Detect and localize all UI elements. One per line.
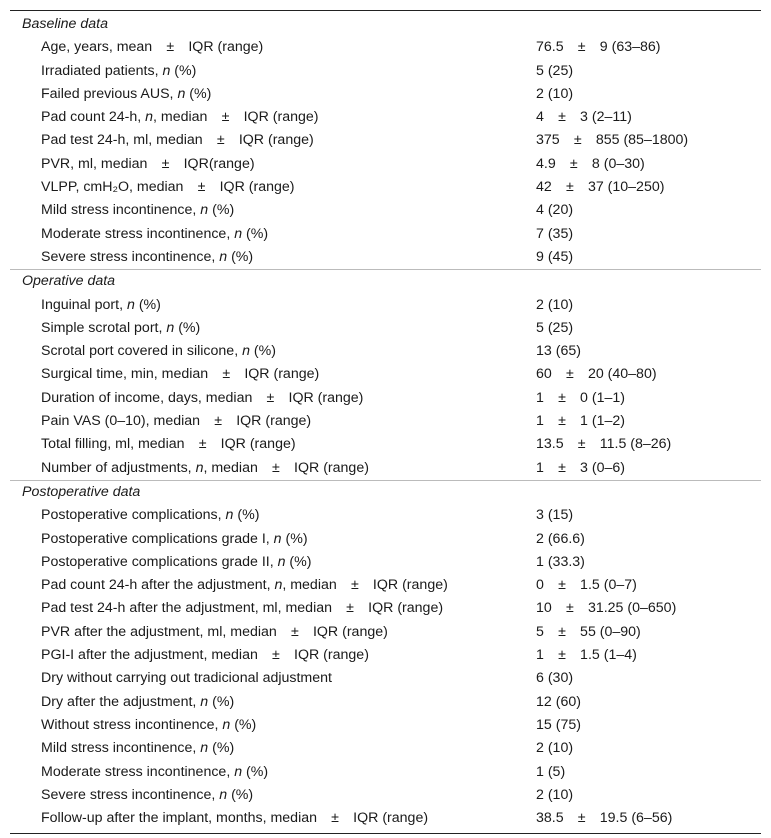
table-row (10, 574, 761, 597)
table-row (10, 340, 761, 363)
row-label: Surgical time, min, median ± IQR (range) (41, 366, 320, 383)
row-label: Duration of income, days, median ± IQR (range) (41, 389, 364, 406)
row-value: 2 (10) (536, 85, 574, 102)
table-row (10, 714, 761, 737)
table-row (10, 504, 761, 527)
table-row (10, 106, 761, 129)
table-row (10, 621, 761, 644)
row-label: Dry without carrying out tradicional adjustment (41, 670, 332, 687)
table-row (10, 410, 761, 433)
table-row (10, 807, 761, 830)
row-value: 5 (25) (536, 62, 574, 79)
table-row (10, 528, 761, 551)
table-row (10, 691, 761, 714)
row-value: 9 (45) (536, 248, 574, 265)
row-label: VLPP, cmH₂O, median ± IQR (range) (41, 179, 295, 196)
table-row (10, 667, 761, 690)
row-value: 10 ± 31.25 (0–650) (536, 600, 677, 617)
data-table (10, 10, 761, 834)
row-label: Postoperative complications grade I, n (%) (41, 530, 308, 547)
row-label: Severe stress incontinence, n (%) (41, 786, 254, 803)
row-value: 1 ± 1 (1–2) (536, 413, 626, 430)
row-value: 12 (60) (536, 693, 581, 710)
row-label: Mild stress incontinence, n (%) (41, 202, 235, 219)
row-label: Irradiated patients, n (%) (41, 62, 197, 79)
table-row (10, 363, 761, 386)
row-value: 15 (75) (536, 716, 581, 733)
row-label: Pad count 24-h, n, median ± IQR (range) (41, 109, 319, 126)
table-row (10, 223, 761, 246)
row-label: Age, years, mean ± IQR (range) (41, 39, 264, 56)
row-label: Dry after the adjustment, n (%) (41, 693, 235, 710)
row-label: Pad count 24-h after the adjustment, n, median ± IQR (range) (41, 577, 448, 594)
table-row (10, 433, 761, 456)
row-value: 4 (20) (536, 202, 574, 219)
row-label: PGI-I after the adjustment, median ± IQR (range) (41, 647, 369, 664)
table-row (10, 597, 761, 620)
row-label: Severe stress incontinence, n (%) (41, 248, 254, 265)
table-row (10, 387, 761, 410)
row-value: 4 ± 3 (2–11) (536, 109, 632, 126)
row-label: Postoperative complications grade II, n (%) (41, 553, 312, 570)
row-label: PVR, ml, median ± IQR(range) (41, 155, 255, 172)
section-header: Operative data (22, 273, 116, 290)
row-value: 13.5 ± 11.5 (8–26) (536, 436, 672, 453)
table-row (10, 294, 761, 317)
table-row (10, 83, 761, 106)
row-value: 42 ± 37 (10–250) (536, 179, 665, 196)
row-label: Mild stress incontinence, n (%) (41, 740, 235, 757)
table-row (10, 246, 761, 269)
row-value: 2 (66.6) (536, 530, 585, 547)
row-label: Failed previous AUS, n (%) (41, 85, 212, 102)
row-value: 2 (10) (536, 786, 574, 803)
row-value: 4.9 ± 8 (0–30) (536, 155, 645, 172)
table-row (10, 551, 761, 574)
row-label: Moderate stress incontinence, n (%) (41, 763, 269, 780)
table-row (10, 176, 761, 199)
row-label: Pad test 24-h after the adjustment, ml, median ± IQR (range) (41, 600, 444, 617)
row-value: 1 (33.3) (536, 553, 585, 570)
table-row (10, 36, 761, 59)
row-label: Simple scrotal port, n (%) (41, 319, 201, 336)
row-value: 0 ± 1.5 (0–7) (536, 577, 637, 594)
row-value: 375 ± 855 (85–1800) (536, 132, 689, 149)
table-row (10, 199, 761, 222)
row-label: Without stress incontinence, n (%) (41, 716, 257, 733)
row-value: 5 ± 55 (0–90) (536, 623, 641, 640)
row-value: 60 ± 20 (40–80) (536, 366, 657, 383)
row-label: Inguinal port, n (%) (41, 296, 161, 313)
table-row (10, 317, 761, 340)
row-label: Total filling, ml, median ± IQR (range) (41, 436, 296, 453)
row-value: 1 ± 3 (0–6) (536, 459, 626, 476)
row-label: Pad test 24-h, ml, median ± IQR (range) (41, 132, 314, 149)
section-header: Postoperative data (22, 483, 141, 500)
row-value: 6 (30) (536, 670, 574, 687)
row-label: Follow-up after the implant, months, median ± IQR (range) (41, 810, 429, 827)
table-row (10, 784, 761, 807)
table-row (10, 153, 761, 176)
row-label: Postoperative complications, n (%) (41, 507, 260, 524)
table-row (10, 761, 761, 784)
row-label: Pain VAS (0–10), median ± IQR (range) (41, 413, 312, 430)
table-row (10, 737, 761, 760)
table-row (10, 457, 761, 480)
row-value: 7 (35) (536, 225, 574, 242)
row-value: 2 (10) (536, 740, 574, 757)
row-value: 3 (15) (536, 507, 574, 524)
row-label: Scrotal port covered in silicone, n (%) (41, 343, 276, 360)
row-label: PVR after the adjustment, ml, median ± IQR (range) (41, 623, 388, 640)
row-value: 2 (10) (536, 296, 574, 313)
row-value: 38.5 ± 19.5 (6–56) (536, 810, 673, 827)
row-value: 13 (65) (536, 343, 581, 360)
row-value: 1 ± 1.5 (1–4) (536, 647, 637, 664)
table-row (10, 644, 761, 667)
table-row (10, 129, 761, 152)
row-value: 76.5 ± 9 (63–86) (536, 39, 661, 56)
section-header: Baseline data (22, 16, 108, 32)
row-value: 1 (5) (536, 763, 566, 780)
row-value: 5 (25) (536, 319, 574, 336)
row-value: 1 ± 0 (1–1) (536, 389, 626, 406)
table-row (10, 60, 761, 83)
row-label: Number of adjustments, n, median ± IQR (range) (41, 459, 369, 476)
row-label: Moderate stress incontinence, n (%) (41, 225, 269, 242)
